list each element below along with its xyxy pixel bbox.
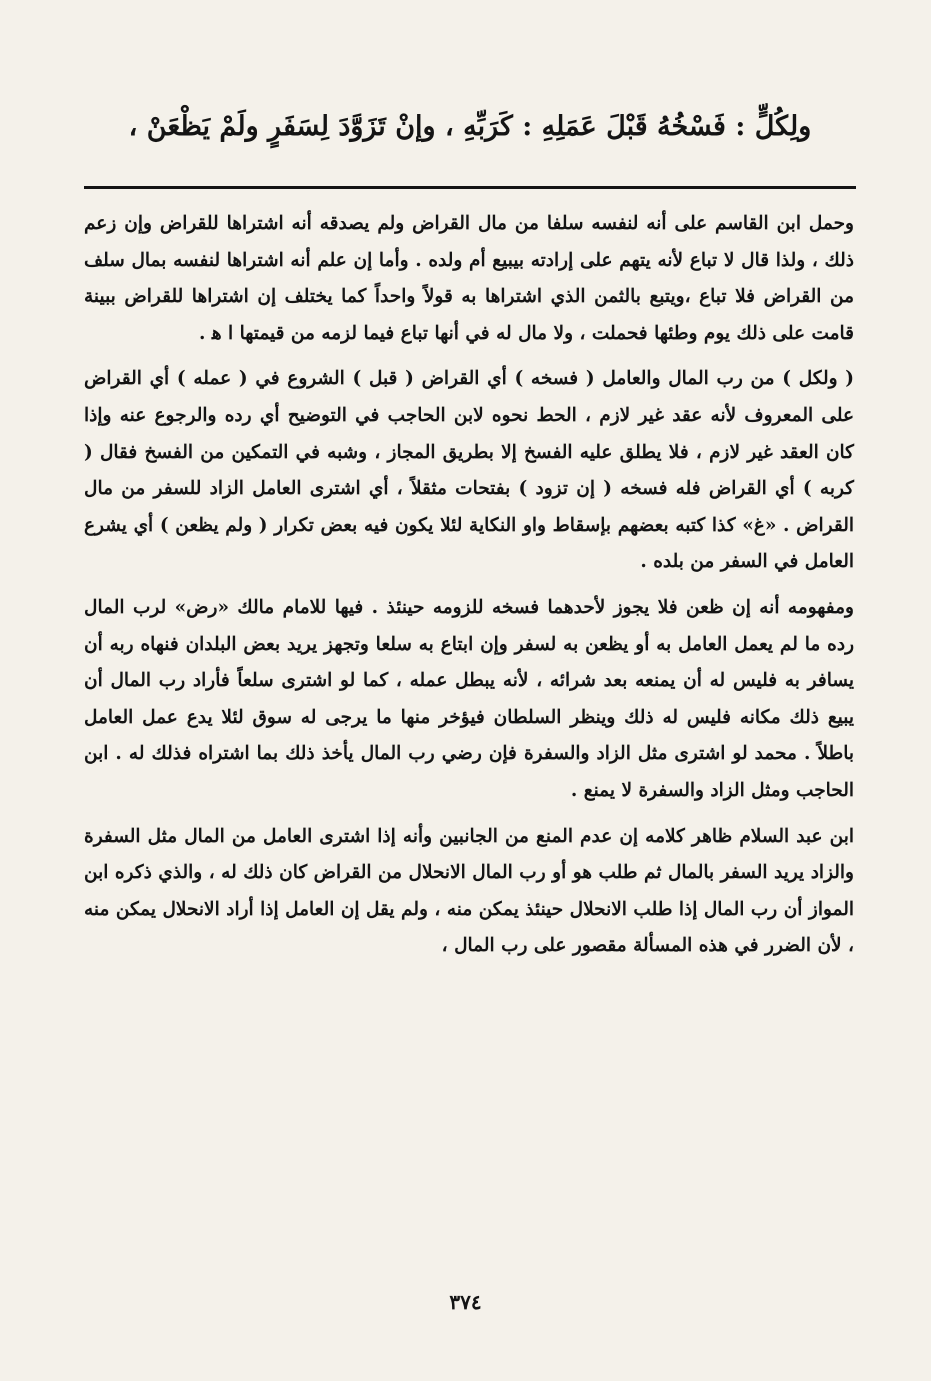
paragraph-2: ( ولكل ) من رب المال والعامل ( فسخه ) أي القراض ( قبل ) الشروع في ( عمله ) أي القراض على المعروف لأنه عقد غير لازم ، الحط نحوه لابن الحاجب في التوضيح أي رده والرجوع عنه وإذا كان العقد غير لازم ، فلا يطلق عليه الفسخ إلا بطريق المجاز ، وشبه في التمكين من الفسخ فقال ( كربه ) أي القراض فله فسخه ( إن تزود ) بفتحات مثقلاً ، أي اشترى العامل الزاد للسفر من مال القراض . «غ» كذا كتبه بعضهم بإسقاط واو النكاية لئلا يكون فيه بعض تكرار ( ولم يظعن ) أي يشرع العامل في السفر من بلده . <box>84 368 854 573</box>
commentary-body <box>84 206 854 974</box>
paragraph-3: ومفهومه أنه إن ظعن فلا يجوز لأحدهما فسخه للزومه حينئذ . فيها للامام مالك «رض» لرب المال رده ما لم يعمل العامل به أو يظعن به لسفر وإن ابتاع به سلعا وتجهز يريد بعض البلدان فنهاه ربه أن يسافر به فليس له أن يمنعه بعد شرائه ، لأنه يبطل عمله ، كما لو اشترى سلعاً فأراد رب المال أن يبيع ذلك مكانه فليس له ذلك وينظر السلطان فيؤخر منها ما يرجى له سوق لئلا يدع عمل العامل باطلاً . محمد لو اشترى مثل الزاد والسفرة فإن رضي رب المال يأخذ ذلك بما اشتراه فذلك له . ابن الحاجب ومثل الزاد والسفرة لا يمنع . <box>84 596 854 801</box>
header-rule <box>84 186 856 189</box>
page-number: ٣٧٤ <box>449 1290 482 1314</box>
paragraph-4: ابن عبد السلام ظاهر كلامه إن عدم المنع من الجانبين وأنه إذا اشترى العامل من المال مثل السفرة والزاد يريد السفر بالمال ثم طلب هو أو رب المال الانحلال من القراض كان ذلك له ، والذي ذكره ابن المواز أن رب المال إذا طلب الانحلال حينئذ يمكن منه ، ولم يقل إن العامل إذا أراد الانحلال يمكن منه ، لأن الضرر في هذه المسألة مقصور على رب المال ، <box>84 825 854 957</box>
matn-header: ولِكُلٍّ : فَسْخُهُ قَبْلَ عَمَلِهِ : كَرَبِّهِ ، وإنْ تَزَوَّدَ لِسَفَرٍ ولَمْ يَظْعَنْ ، <box>128 111 812 142</box>
paragraph-1: وحمل ابن القاسم على أنه لنفسه سلفا من مال القراض ولم يصدقه أنه اشتراها للقراض وإن زعم ذلك ، ولذا قال لا تباع لأنه يتهم على إرادته بيبيع أم ولده . وأما إن علم أنه اشتراها لنفسه بمال سلف من القراض فلا تباع ،ويتبع بالثمن الذي اشتراها به قولاً واحداً كما يختلف إن اشتراها للقراض ببينة قامت على ذلك يوم وطئها فحملت ، ولا مال له في أنها تباع فيما لزمه من قيمتها ا ﻫ . <box>84 213 854 344</box>
